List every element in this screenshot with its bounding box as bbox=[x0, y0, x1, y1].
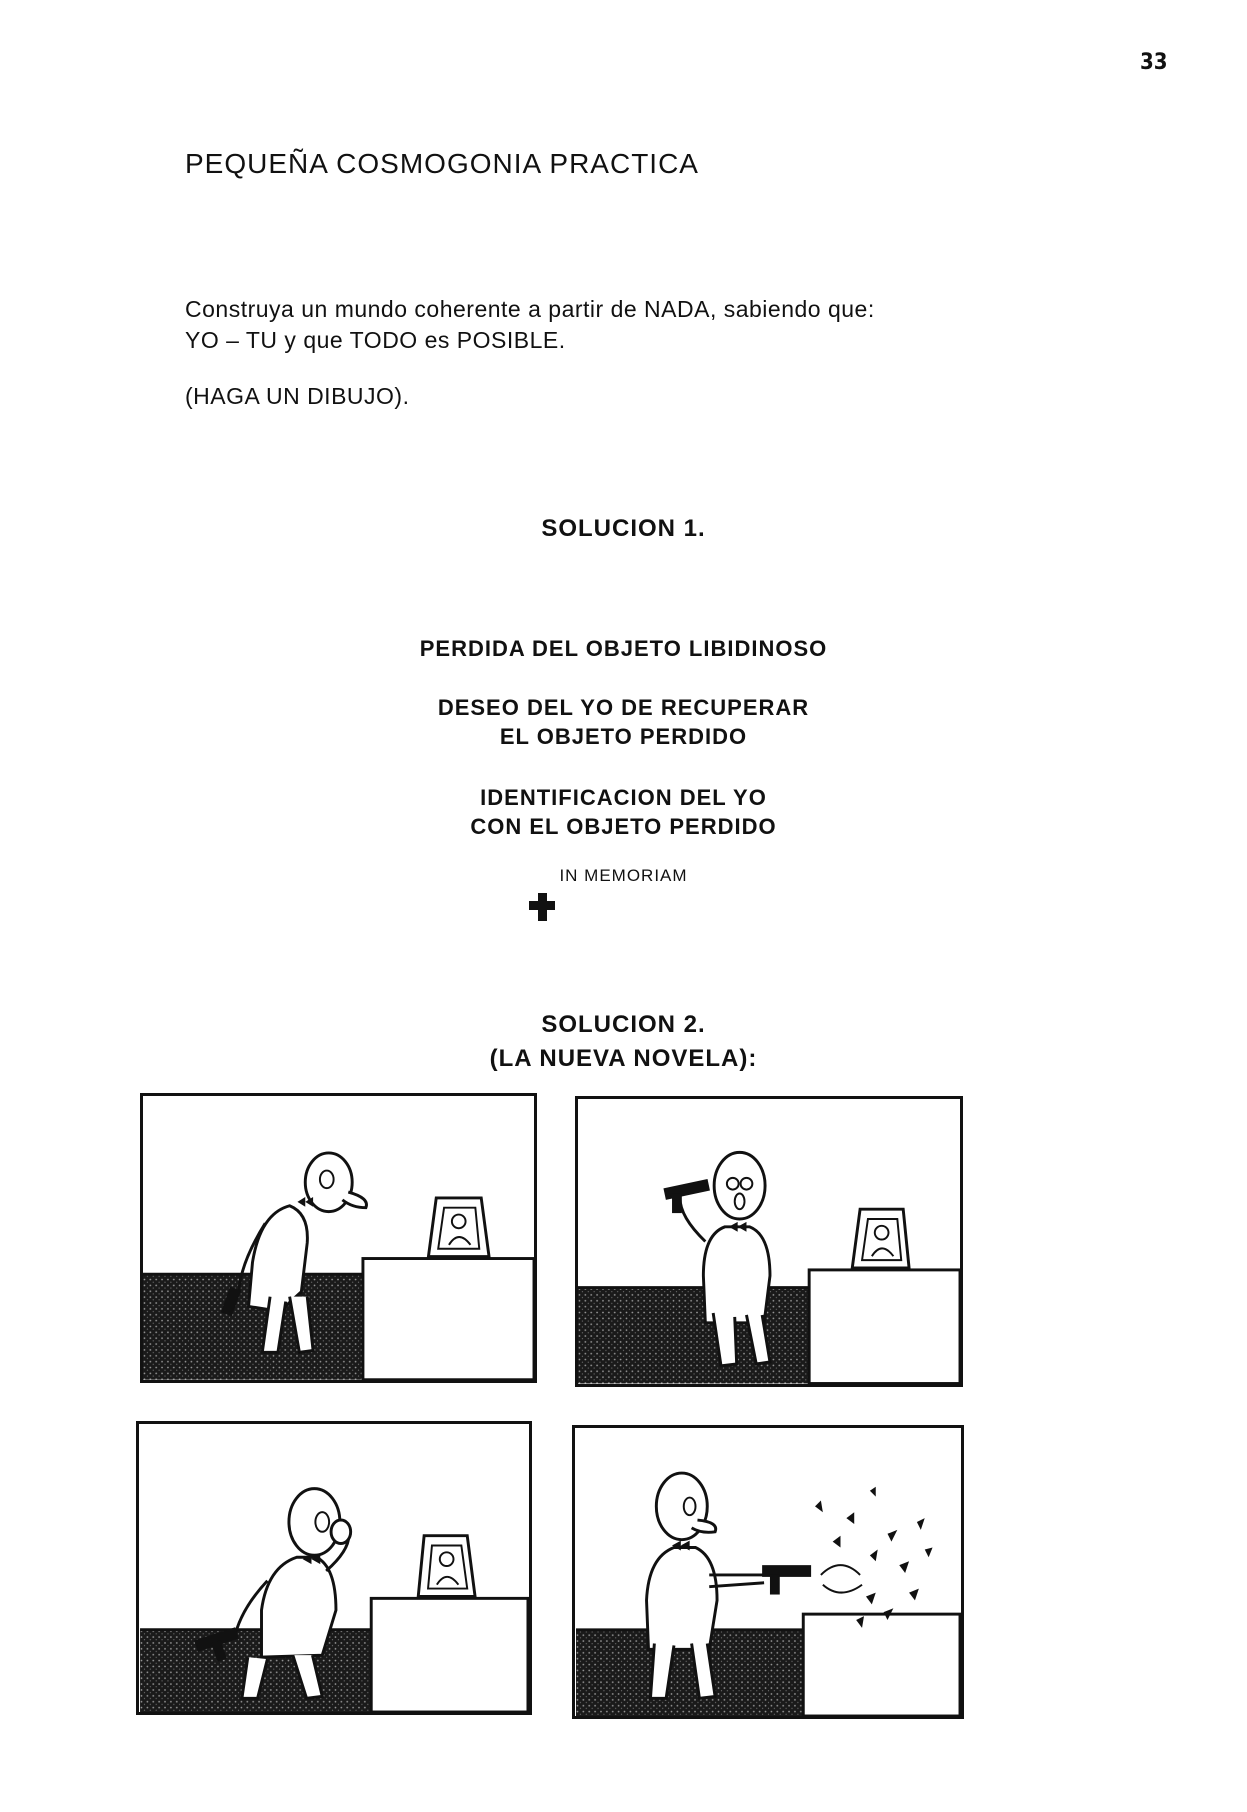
comic-panel-4-drawing bbox=[575, 1428, 961, 1716]
stage-desire bbox=[0, 693, 1247, 751]
intro-text bbox=[185, 294, 985, 412]
stage-loss-line: PERDIDA DEL OBJETO LIBIDINOSO bbox=[419, 636, 828, 661]
solution-1-heading: SOLUCION 1. bbox=[541, 515, 706, 542]
stage-desire-line-2: EL OBJETO PERDIDO bbox=[499, 724, 748, 749]
solution-2-subtitle: (LA NUEVA NOVELA): bbox=[489, 1045, 758, 1072]
stage-identification-line-2: CON EL OBJETO PERDIDO bbox=[470, 814, 777, 839]
solution-2-heading bbox=[0, 1008, 1247, 1076]
intro-line-1: Construya un mundo coherente a partir de NADA, sabiendo que: bbox=[185, 296, 875, 322]
cross-icon bbox=[529, 893, 555, 921]
stage-identification-line-1: IDENTIFICACION DEL YO bbox=[480, 785, 767, 810]
comic-panel-1-drawing bbox=[143, 1096, 534, 1380]
comic-panel-2 bbox=[575, 1096, 963, 1387]
comic-panel-4 bbox=[572, 1425, 964, 1719]
stage-desire-line-1: DESEO DEL YO DE RECUPERAR bbox=[437, 695, 810, 720]
page-number: 33 bbox=[1140, 50, 1168, 75]
comic-panel-1 bbox=[140, 1093, 537, 1383]
intro-instruction: (HAGA UN DIBUJO). bbox=[185, 383, 410, 409]
stage-loss bbox=[0, 634, 1247, 663]
solution-2-title: SOLUCION 2. bbox=[541, 1011, 706, 1038]
stage-identification bbox=[0, 783, 1247, 841]
in-memoriam-label: IN MEMORIAM bbox=[559, 866, 688, 885]
comic-panel-2-drawing bbox=[578, 1099, 960, 1384]
intro-line-2: YO – TU y que TODO es POSIBLE. bbox=[185, 327, 566, 353]
comic-panel-3 bbox=[136, 1421, 532, 1715]
comic-panel-3-drawing bbox=[139, 1424, 529, 1712]
page-title: PEQUEÑA COSMOGONIA PRACTICA bbox=[185, 148, 699, 179]
